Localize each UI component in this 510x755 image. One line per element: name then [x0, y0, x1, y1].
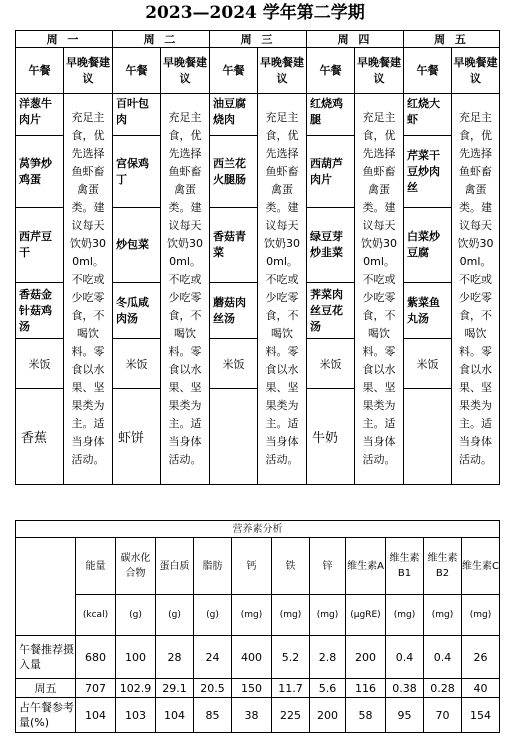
value-cell: 0.28	[424, 679, 462, 698]
value-cell: 680	[76, 636, 116, 679]
nutrient-name: 钙	[232, 538, 272, 595]
value-cell: 24	[194, 636, 232, 679]
nutrient-unit: (μgRE)	[346, 595, 386, 636]
dish: 蘑菇肉丝汤	[210, 283, 258, 339]
value-cell: 0.4	[424, 636, 462, 679]
nutrient-name: 碳水化合物	[116, 538, 156, 595]
value-cell: 5.2	[272, 636, 310, 679]
row-label: 午餐推荐摄入量	[16, 636, 76, 679]
extra-food: 香蕉	[16, 389, 64, 485]
nutrient-unit: (kcal)	[76, 595, 116, 636]
row-label: 周五	[16, 679, 76, 698]
value-cell: 400	[232, 636, 272, 679]
value-cell: 104	[76, 698, 116, 733]
value-cell: 200	[346, 636, 386, 679]
extra-food	[210, 389, 258, 485]
dish: 油豆腐烧肉	[210, 94, 258, 136]
day-header: 周 一	[16, 31, 113, 48]
nutrient-name: 维生素C	[462, 538, 500, 595]
advice-label: 早晚餐建议	[64, 48, 113, 94]
dish: 白菜炒豆腐	[404, 208, 452, 283]
nutrient-unit: (mg)	[462, 595, 500, 636]
nutrient-name: 维生素B1	[386, 538, 424, 595]
lunch-label: 午餐	[113, 48, 161, 94]
lunch-label: 午餐	[404, 48, 452, 94]
dish: 紫菜鱼丸汤	[404, 283, 452, 339]
value-cell: 100	[116, 636, 156, 679]
dish: 荠菜肉丝豆花汤	[307, 283, 355, 339]
dish: 西兰花火腿肠	[210, 136, 258, 208]
value-cell: 154	[462, 698, 500, 733]
lunch-label: 午餐	[307, 48, 355, 94]
nutrient-unit: (mg)	[386, 595, 424, 636]
dish: 西葫芦肉片	[307, 136, 355, 208]
value-cell: 28	[156, 636, 194, 679]
dish: 西芹豆干	[16, 208, 64, 283]
day-header: 周 二	[113, 31, 210, 48]
nutrient-name: 维生素B2	[424, 538, 462, 595]
dish: 香菇金针菇鸡汤	[16, 283, 64, 339]
dish: 红烧鸡腿	[307, 94, 355, 136]
nutrition-table	[15, 520, 500, 733]
dish: 炒包菜	[113, 208, 161, 283]
meal-advice: 充足主食，优先选择鱼虾畜禽蛋类。建议每天饮奶300ml。不吃或少吃零食，不喝饮料。零食以水果、坚果类为主。适当身体活动。	[64, 94, 113, 485]
nutrient-unit: (mg)	[272, 595, 310, 636]
page-title: 2023—2024 学年第二学期	[145, 3, 365, 23]
staple-food: 米饭	[113, 339, 161, 389]
nutrient-unit: (g)	[116, 595, 156, 636]
dish: 莴笋炒鸡蛋	[16, 136, 64, 208]
nutrient-name: 维生素A	[346, 538, 386, 595]
value-cell: 11.7	[272, 679, 310, 698]
nutrient-unit: (mg)	[310, 595, 346, 636]
value-cell: 707	[76, 679, 116, 698]
nutrient-unit: (mg)	[232, 595, 272, 636]
value-cell: 200	[310, 698, 346, 733]
day-header: 周 五	[404, 31, 500, 48]
corner-cell	[16, 538, 76, 636]
nutrient-name: 脂肪	[194, 538, 232, 595]
lunch-label: 午餐	[210, 48, 258, 94]
day-header: 周 四	[307, 31, 404, 48]
menu-table	[15, 30, 500, 485]
advice-label: 早晚餐建议	[355, 48, 404, 94]
dish: 百叶包肉	[113, 94, 161, 136]
value-cell: 0.38	[386, 679, 424, 698]
advice-label: 早晚餐建议	[161, 48, 210, 94]
nutrient-unit: (g)	[194, 595, 232, 636]
value-cell: 58	[346, 698, 386, 733]
nutrition-caption: 营养素分析	[16, 521, 500, 538]
value-cell: 20.5	[194, 679, 232, 698]
staple-food: 米饭	[210, 339, 258, 389]
dish: 宫保鸡丁	[113, 136, 161, 208]
meal-advice: 充足主食，优先选择鱼虾畜禽蛋类。建议每天饮奶300ml。不吃或少吃零食，不喝饮料。零食以水果、坚果类为主。适当身体活动。	[452, 94, 500, 485]
meal-advice: 充足主食，优先选择鱼虾畜禽蛋类。建议每天饮奶300ml。不吃或少吃零食，不喝饮料。零食以水果、坚果类为主。适当身体活动。	[161, 94, 210, 485]
value-cell: 103	[116, 698, 156, 733]
extra-food	[404, 389, 452, 485]
value-cell: 104	[156, 698, 194, 733]
value-cell: 102.9	[116, 679, 156, 698]
nutrient-unit: (mg)	[424, 595, 462, 636]
value-cell: 225	[272, 698, 310, 733]
day-header: 周 三	[210, 31, 307, 48]
value-cell: 2.8	[310, 636, 346, 679]
value-cell: 5.6	[310, 679, 346, 698]
value-cell: 40	[462, 679, 500, 698]
value-cell: 70	[424, 698, 462, 733]
value-cell: 26	[462, 636, 500, 679]
dish: 洋葱牛肉片	[16, 94, 64, 136]
advice-label: 早晚餐建议	[258, 48, 307, 94]
value-cell: 29.1	[156, 679, 194, 698]
value-cell: 85	[194, 698, 232, 733]
nutrient-unit: (g)	[156, 595, 194, 636]
extra-food: 虾饼	[113, 389, 161, 485]
staple-food: 米饭	[404, 339, 452, 389]
extra-food: 牛奶	[307, 389, 355, 485]
dish: 香菇青菜	[210, 208, 258, 283]
dish: 芹菜干豆炒肉丝	[404, 136, 452, 208]
value-cell: 95	[386, 698, 424, 733]
dish: 红烧大虾	[404, 94, 452, 136]
value-cell: 38	[232, 698, 272, 733]
value-cell: 0.4	[386, 636, 424, 679]
staple-food: 米饭	[307, 339, 355, 389]
row-label: 占午餐参考量(%)	[16, 698, 76, 733]
nutrient-name: 锌	[310, 538, 346, 595]
meal-advice: 充足主食，优先选择鱼虾畜禽蛋类。建议每天饮奶300ml。不吃或少吃零食，不喝饮料。零食以水果、坚果类为主。适当身体活动。	[258, 94, 307, 485]
nutrient-name: 蛋白质	[156, 538, 194, 595]
value-cell: 150	[232, 679, 272, 698]
dish: 绿豆芽炒韭菜	[307, 208, 355, 283]
staple-food: 米饭	[16, 339, 64, 389]
nutrient-name: 铁	[272, 538, 310, 595]
lunch-label: 午餐	[16, 48, 64, 94]
meal-advice: 充足主食，优先选择鱼虾畜禽蛋类。建议每天饮奶300ml。不吃或少吃零食，不喝饮料。零食以水果、坚果类为主。适当身体活动。	[355, 94, 404, 485]
dish: 冬瓜咸肉汤	[113, 283, 161, 339]
value-cell: 116	[346, 679, 386, 698]
advice-label: 早晚餐建议	[452, 48, 500, 94]
nutrient-name: 能量	[76, 538, 116, 595]
